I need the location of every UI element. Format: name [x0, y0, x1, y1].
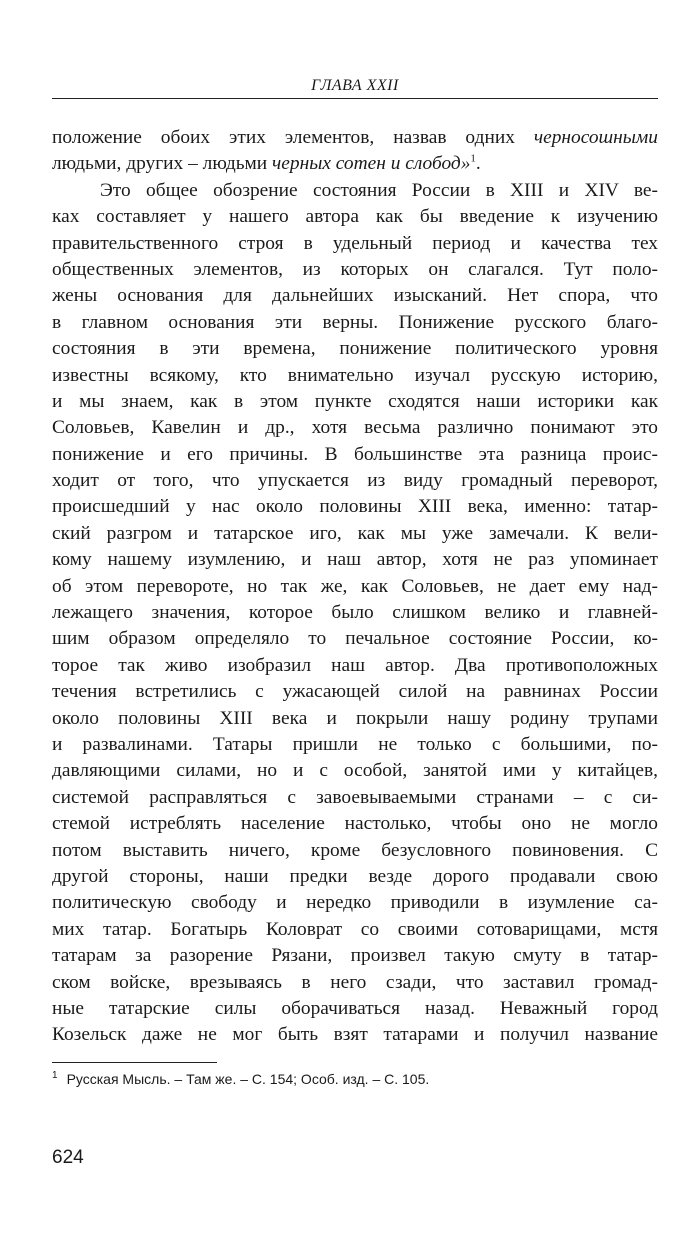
text-line: политическую свободу и нередко приводили в изумление са-	[52, 892, 658, 914]
text-line: стемой истреблять население настолько, чтобы оно не могло	[52, 813, 658, 835]
text-line: ский разгром и татарское иго, как мы уже замечали. К вели-	[52, 522, 658, 544]
text-line: лежащего значения, которое было слишком велико и главней-	[52, 602, 658, 624]
text-line: правительственного строя в удельный период и качества тех	[52, 232, 658, 254]
text-line: около половины XIII века и покрыли нашу родину трупами	[52, 707, 658, 729]
text-line: происшедший у нас около половины XIII века, именно: татар-	[52, 496, 658, 518]
text-line: потом выставить ничего, кроме безусловного повиновения. С	[52, 839, 658, 861]
italic-term: черных сотен и слобод»	[272, 153, 471, 175]
header-rule	[52, 98, 658, 99]
text-line: торое так живо изобразил наш автор. Два противоположных	[52, 654, 658, 676]
text-line: системой расправляться с завоевываемыми странами – с си-	[52, 786, 658, 808]
text-line: Козельск даже не мог быть взят татарами и получил название	[52, 1024, 658, 1046]
text-line: татарам за разорение Рязани, произвел такую смуту в татар-	[52, 945, 658, 967]
text-line: об этом перевороте, но так же, как Соловьев, не дает ему над-	[52, 575, 658, 597]
footnote	[52, 1070, 658, 1088]
italic-term: черносошными	[533, 127, 658, 148]
running-head: ГЛАВА XXII	[311, 77, 399, 94]
text-line: Соловьев, Кавелин и др., хотя весьма различно понимают это	[52, 417, 658, 439]
text-line: общественных элементов, из которых он слагался. Тут поло-	[52, 258, 658, 280]
text-line: ках составляет у нашего автора как бы введение к изучению	[52, 206, 658, 228]
text-line: шим образом определяло то печальное состояние России, ко-	[52, 628, 658, 650]
text-line: и развалинами. Татары пришли не только с большими, по-	[52, 733, 658, 755]
text-line: течения встретились с ужасающей силой на равнинах России	[52, 681, 658, 703]
text-line: и мы знаем, как в этом пункте сходятся наши историки как	[52, 390, 658, 412]
text-line: другой стороны, наши предки везде дорого продавали свою	[52, 865, 658, 887]
text-line: состояния в эти времена, понижение политического уровня	[52, 338, 658, 360]
text-line: жены основания для дальнейших изысканий. Нет спора, что	[52, 285, 658, 307]
footnote-text: Русская Мысль. – Там же. – С. 154; Особ. изд. – С. 105.	[66, 1071, 430, 1087]
page-number: 624	[52, 1147, 84, 1168]
body-text	[52, 125, 658, 1049]
text-line: кому нашему изумлению, и наш автор, хотя не раз упоминает	[52, 549, 658, 571]
text-line: в главном основания эти верны. Понижение русского благо-	[52, 311, 658, 333]
text-line: понижение и его причины. В большинстве эта разница проис-	[52, 443, 658, 465]
text-line: мих татар. Богатырь Коловрат со своими сотоварищами, мстя	[52, 918, 658, 940]
footnote-marker: 1	[52, 1070, 58, 1082]
text-line: известны всякому, кто внимательно изучал русскую историю,	[52, 364, 658, 386]
text-line: давляющими силами, но и с особой, занятой ими у китайцев,	[52, 760, 658, 782]
text-line: ные татарские силы оборачиваться назад. Неважный город	[52, 997, 658, 1019]
footnote-rule	[52, 1062, 217, 1063]
text-line: Это общее обозрение состояния России в XIII и XIV ве-	[100, 179, 658, 201]
text-line: ском войске, врезываясь в него сзади, что заставил громад-	[52, 971, 658, 993]
text-line: людьми, других – людьми черных сотен и слобод»$^1$.	[52, 152, 481, 175]
text-line: положение обоих этих элементов, назвав одних черносошными	[52, 127, 658, 148]
footnote-reference: 1	[470, 152, 476, 165]
text-line: ходит от того, что упускается из виду громадный переворот,	[52, 470, 658, 492]
